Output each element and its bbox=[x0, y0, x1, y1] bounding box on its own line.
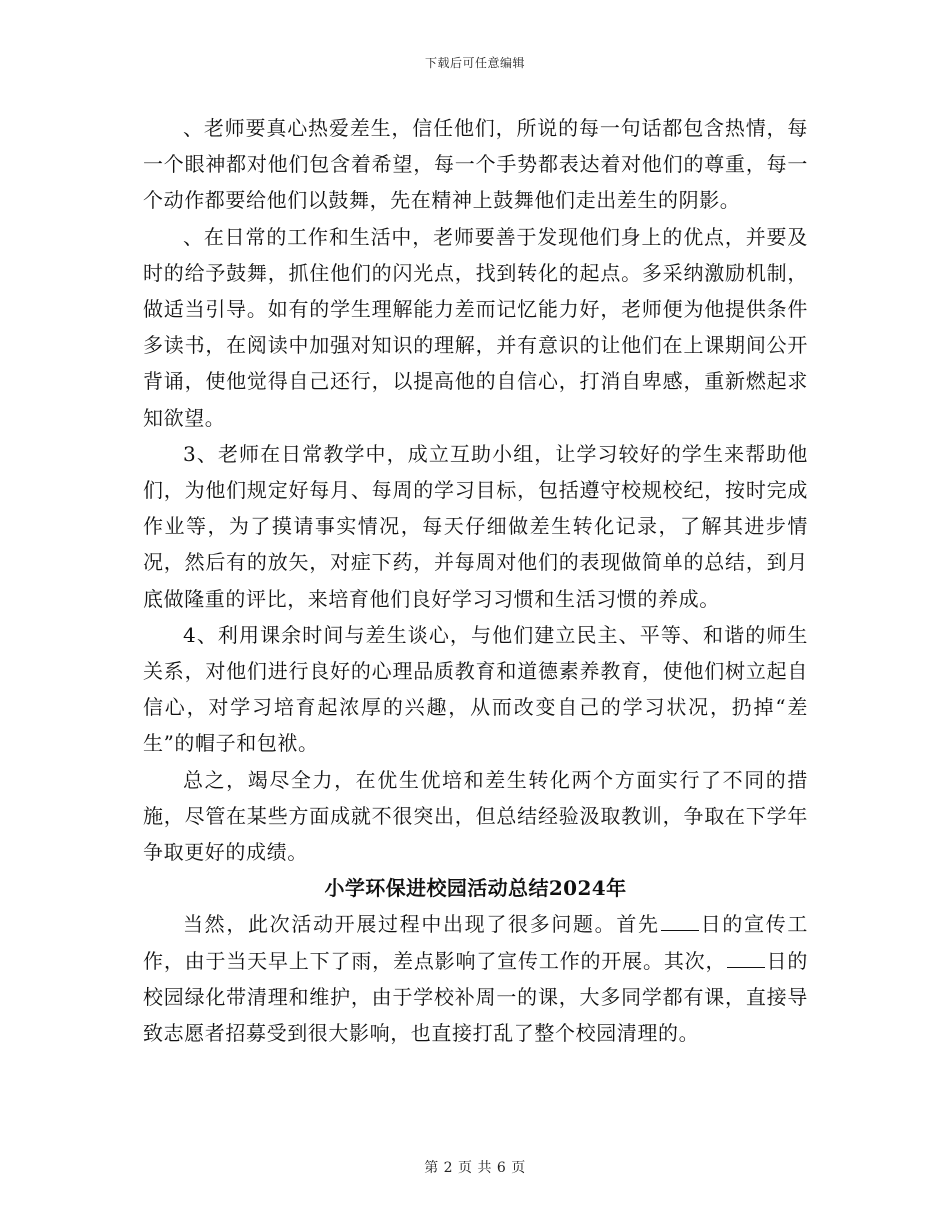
section-text-part-1: 当然，此次活动开展过程中出现了很多问题。首先 bbox=[183, 912, 660, 937]
paragraph-1: 、老师要真心热爱差生，信任他们，所说的每一句话都包含热情，每一个眼神都对他们包含着希望，每一个手势都表达着对他们的尊重，每一个动作都要给他们以鼓舞，先在精神上鼓舞他们走出差生的阴影。 bbox=[143, 116, 808, 213]
blank-underline bbox=[727, 951, 765, 968]
section-title: 小学环保进校园活动总结2024年 bbox=[324, 876, 627, 901]
section-text-part-3: 日的校园绿化带清理和维护，由于学校补周一的课，大多同学都有课，直接导致志愿者招募受到很大影响，也直接打乱了整个校园清理的。 bbox=[143, 948, 808, 1046]
paragraph-5: 总之，竭尽全力，在优生优培和差生转化两个方面实行了不同的措施，尽管在某些方面成就不很突出，但总结经验汲取教训，争取在下学年争取更好的成绩。 bbox=[143, 767, 808, 865]
document-body bbox=[143, 110, 808, 1051]
section-paragraph bbox=[143, 906, 808, 1051]
paragraph-2: 、在日常的工作和生活中，老师要善于发现他们身上的优点，并要及时的给予鼓舞，抓住他们的闪光点，找到转化的起点。多采纳激励机制，做适当引导。如有的学生理解能力差而记忆能力好，老师便为他提供条件多读书，在阅读中加强对知识的理解，并有意识的让他们在上课期间公开背诵，使他觉得自己还行，以提高他的自信心，打消自卑感，重新燃起求知欲望。 bbox=[143, 224, 808, 430]
blank-underline bbox=[661, 914, 699, 931]
section-text-part-2: 日的宣传工作，由于当天早上下了雨，差点影响了宣传工作的开展。其次， bbox=[143, 912, 809, 973]
paragraph-3: 3、老师在日常教学中，成立互助小组，让学习较好的学生来帮助他们，为他们规定好每月、每周的学习目标，包括遵守校规校纪，按时完成作业等，为了摸请事实情况，每天仔细做差生转化记录，了解其进步情况，然后有的放矢，对症下药，并每周对他们的表现做简单的总结，到月底做隆重的评比，来培育他们良好学习习惯和生活习惯的养成。 bbox=[143, 441, 808, 611]
paragraph-4: 4、利用课余时间与差生谈心，与他们建立民主、平等、和谐的师生关系，对他们进行良好的心理品质教育和道德素养教育，使他们树立起自信心，对学习培育起浓厚的兴趣，从而改变自己的学习状况，扔掉“差生”的帽子和包袱。 bbox=[143, 622, 808, 756]
page-number: 第 2 页 共 6 页 bbox=[424, 1160, 526, 1176]
page-header-note: 下载后可任意编辑 bbox=[424, 56, 525, 70]
